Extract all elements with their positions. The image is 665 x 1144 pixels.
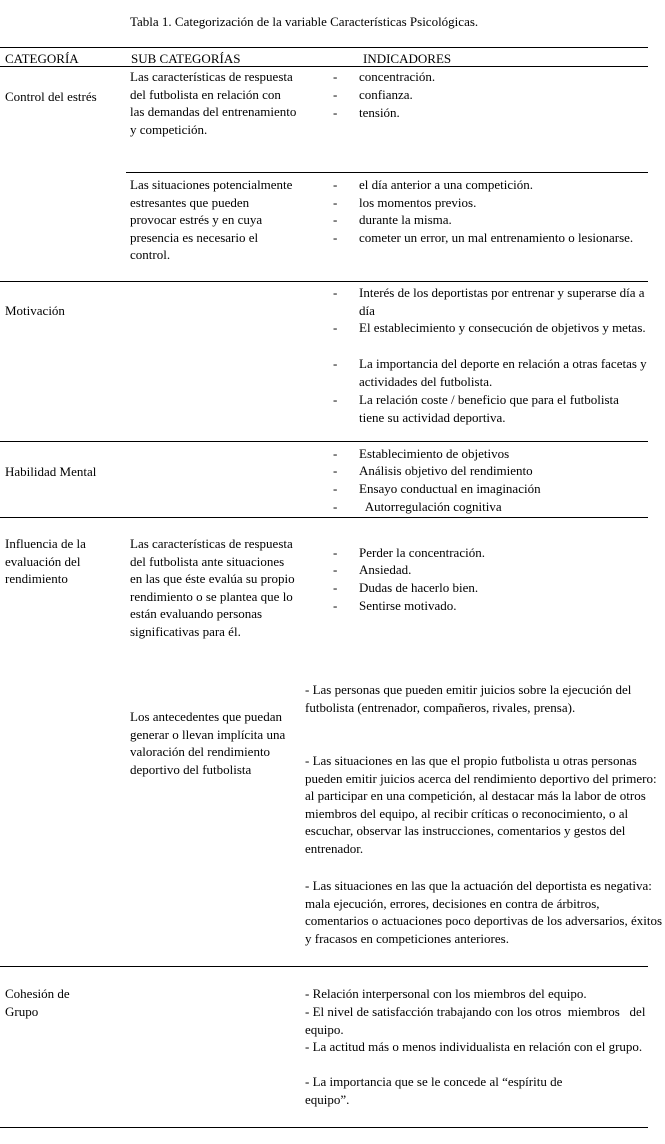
table-bottom-rule <box>0 1127 648 1128</box>
row-rule-4 <box>0 966 648 967</box>
indicator-paragraph: - La importancia que se le concede al “espíritu de equipo”. <box>305 1074 563 1107</box>
category-cohesion-grupo: Cohesión de Grupo <box>5 986 70 1019</box>
category-control-estres: Control del estrés <box>5 89 97 104</box>
indicator-paragraph: - El nivel de satisfacción trabajando con los otros miembros del equipo. <box>305 1004 649 1037</box>
category-influencia-evaluacion: Influencia de la evaluación del rendimiento <box>5 536 86 586</box>
indicator-paragraph: - Las situaciones en las que el propio futbolista u otras personas pueden emitir juicios acerca del rendimiento deportivo del primero: al participar en una competición, al destacar más la labor de otros miembros del equipo, al recibir críticas o reconocimiento, o al escuchar, observar las instrucciones, comentarios y gestos del entrenador. <box>305 753 657 856</box>
category-habilidad-mental: Habilidad Mental <box>5 464 97 479</box>
header-subcategorias: SUB CATEGORÍAS <box>131 51 241 66</box>
subcategory-text: Las situaciones potencialmente estresantes que pueden provocar estrés y en cuya presencia es necesario el control. <box>130 177 293 262</box>
header-rule <box>0 66 648 67</box>
subcategory-text: Los antecedentes que puedan generar o llevan implícita una valoración del rendimiento deportivo del futbolista <box>130 709 286 777</box>
row-rule-3 <box>0 517 648 518</box>
indicator-paragraph: - La actitud más o menos individualista en relación con el grupo. <box>305 1039 643 1054</box>
header-indicadores: INDICADORES <box>363 51 452 66</box>
subcategory-text: Las características de respuesta del futbolista ante situaciones en las que éste evalúa su propio rendimiento o se plantea que lo están evaluando personas significativas para él. <box>130 536 295 639</box>
indicator-paragraph: - Las personas que pueden emitir juicios sobre la ejecución del futbolista (entrenador, compañeros, rivales, prensa). <box>305 682 632 715</box>
table-caption: Tabla 1. Categorización de la variable Características Psicológicas. <box>130 14 479 29</box>
table-top-rule <box>0 47 648 48</box>
category-motivacion: Motivación <box>5 303 65 318</box>
row-rule-2 <box>0 441 648 442</box>
indicator-paragraph: - Las situaciones en las que la actuación del deportista es negativa: mala ejecución, errores, decisiones en contra de árbitros, comentarios o actuaciones poco deportivas de los adversarios, éxitos y fracasos en competiciones anteriores. <box>305 878 663 946</box>
header-categoria: CATEGORÍA <box>5 51 79 66</box>
subrow-rule <box>126 172 648 173</box>
indicator-paragraph: - Relación interpersonal con los miembros del equipo. <box>305 986 587 1001</box>
subcategory-text: Las características de respuesta del futbolista en relación con las demandas del entrenamiento y competición. <box>130 69 297 137</box>
row-rule-1 <box>0 281 648 282</box>
